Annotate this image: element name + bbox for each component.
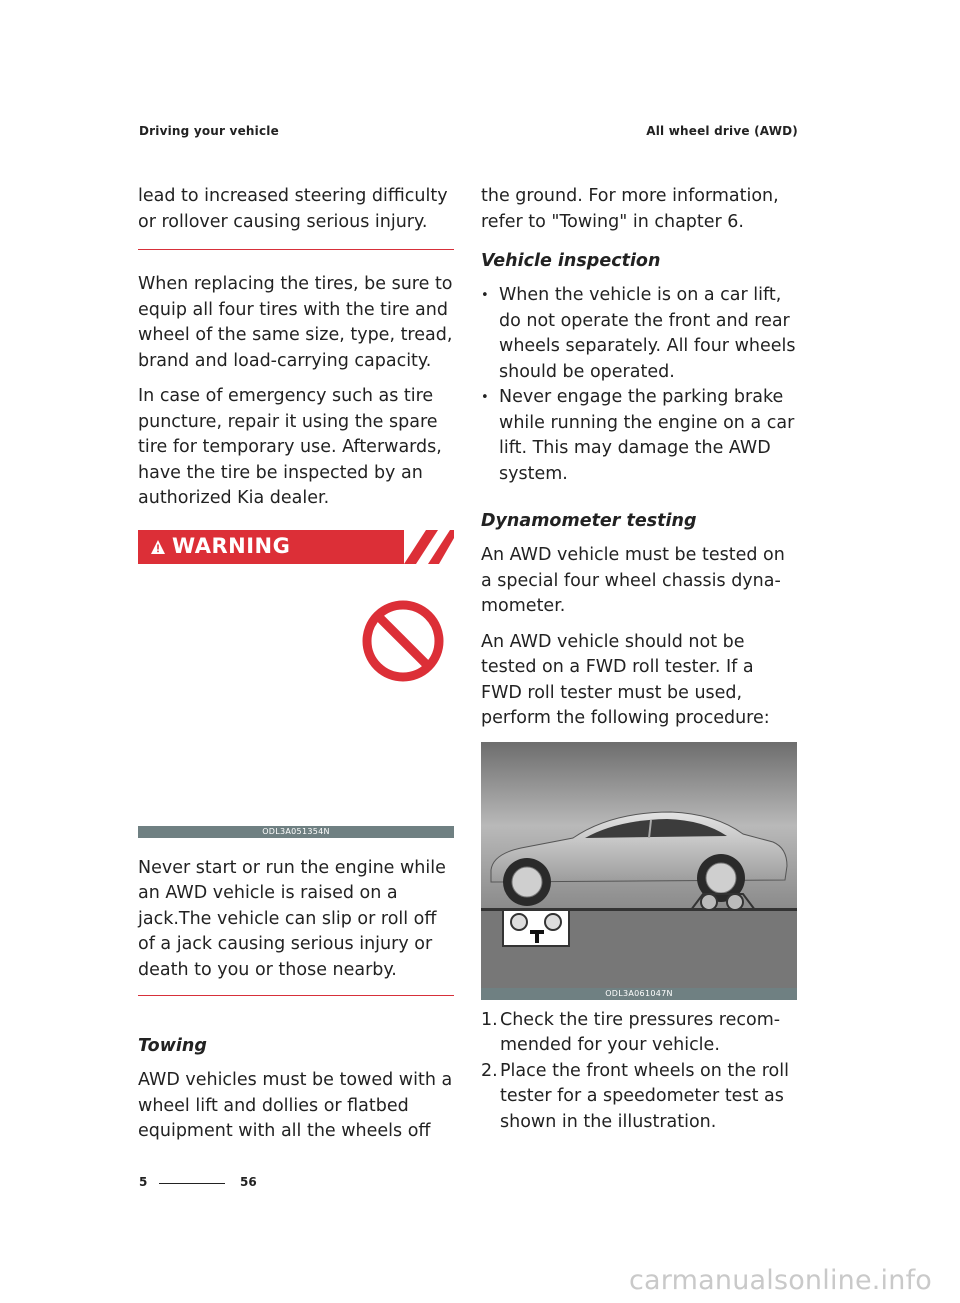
dyno-paragraph-2: An AWD vehicle should not be tested on a FWD roll tester. If a FWD roll tester must be used, perform the following procedure: <box>481 631 770 728</box>
prohibition-icon <box>362 600 444 682</box>
running-header-topic: All wheel drive (AWD) <box>646 124 798 138</box>
watermark: carmanualsonline.info <box>629 1265 932 1296</box>
dyno-figure-code: ODL3A061047N <box>481 988 797 1000</box>
section-number: 5 <box>139 1175 148 1189</box>
towing-heading: Towing <box>138 1036 207 1056</box>
roll-tester-illustration <box>481 742 797 1000</box>
dyno-paragraph-1: An AWD vehicle must be tested on a special four wheel chassis dyna-mometer. <box>481 545 785 616</box>
procedure-steps <box>481 1008 797 1136</box>
paragraph-tire-replacement: When replacing the tires, be sure to equip all four tires with the tire and wheel of the same size, type, tread, brand and load-carrying capacity. <box>138 274 453 371</box>
step-text: Check the tire pressures recom-mended for your vehicle. <box>500 1009 781 1055</box>
warning-figure-code: ODL3A051354N <box>138 826 454 838</box>
step-text: Place the front wheels on the roll tester for a speedometer test as shown in the illustration. <box>500 1060 789 1132</box>
footer-rule <box>159 1183 225 1184</box>
list-item <box>481 1008 797 1059</box>
right-column <box>481 184 797 1135</box>
paragraph-emergency: In case of emergency such as tire puncture, repair it using the spare tire for temporary use. Afterwards, have the tire be inspected by an authorized Kia dealer. <box>138 386 442 508</box>
towing-paragraph-continued: the ground. For more information, refer to "Towing" in chapter 6. <box>481 186 779 232</box>
left-column <box>138 184 454 1155</box>
car-on-roll-tester-image <box>481 742 797 1000</box>
divider-rule <box>138 995 454 996</box>
paragraph-continued: lead to increased steering difficulty or rollover causing serious injury. <box>138 186 448 232</box>
towing-paragraph: AWD vehicles must be towed with a wheel lift and dollies or flatbed equipment with all the wheels off <box>138 1070 453 1141</box>
list-item: • Never engage the parking brake while running the engine on a car lift. This may damage the AWD system. <box>481 385 797 487</box>
step-number: 2. <box>481 1060 498 1081</box>
divider-rule <box>138 249 454 250</box>
warning-triangle-icon <box>151 540 165 554</box>
warning-text: Never start or run the engine while an AWD vehicle is raised on a jack.The vehicle can slip or roll off of a jack causing serious injury or death to you or those nearby. <box>138 857 446 980</box>
warning-label: WARNING <box>172 533 291 558</box>
inspection-heading: Vehicle inspection <box>481 251 661 271</box>
list-item: • When the vehicle is on a car lift, do not operate the front and rear wheels separately. All four wheels should be operated. <box>481 283 797 385</box>
dyno-heading: Dynamometer testing <box>481 511 697 531</box>
warning-banner <box>138 530 454 564</box>
running-header-section: Driving your vehicle <box>139 124 279 138</box>
warning-illustration <box>138 564 454 826</box>
warning-stripes <box>404 530 454 564</box>
list-item <box>481 1059 797 1136</box>
step-number: 1. <box>481 1009 498 1030</box>
inspection-list <box>481 283 797 487</box>
page-number: 56 <box>240 1175 257 1189</box>
